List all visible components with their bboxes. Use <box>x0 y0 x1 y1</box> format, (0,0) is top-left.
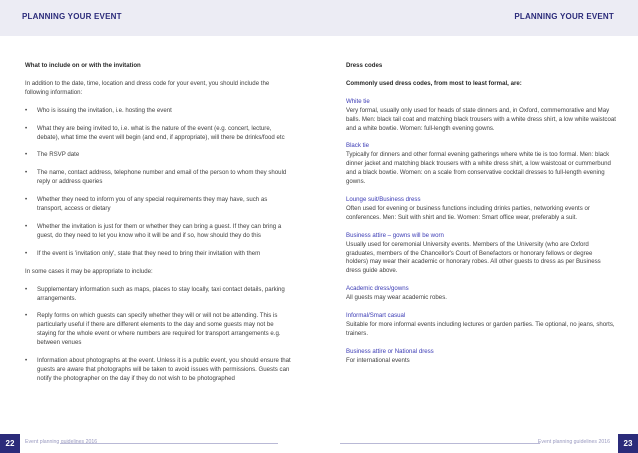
dress-code-black-tie <box>346 142 616 187</box>
page-footer <box>0 434 638 453</box>
list-item: • Who is issuing the invitation, i.e. hosting the event <box>25 107 293 116</box>
dress-code-academic <box>346 285 616 303</box>
invitation-heading: What to include on or with the invitation <box>25 62 141 69</box>
dress-code-text: Suitable for more informal events including lectures or garden parties. Tie optional, no jeans, shorts, trainers. <box>346 320 615 337</box>
dress-code-text: Typically for dinners and other formal evening gatherings where white tie is too formal. Men: black dinner jacket and matching black trousers with a white dress shirt, a low waistcoat or cummerbund and a black bowtie. Women: on a scale from conservative cocktail dresses to full-length evening gowns. <box>346 151 611 186</box>
dress-code-text: Usually used for ceremonial University events. Members of the University (who are Oxford graduates, members of the Chancellor's Court of Benefactors or honorary fellows or degree holders) may wear their academic or honorary robes. All other guests to dress as per Business dress guide above. <box>346 240 601 275</box>
left-page-number: 22 <box>0 434 20 453</box>
cases-intro: In some cases it may be appropriate to include: <box>25 267 153 275</box>
dress-code-white-tie <box>346 98 616 134</box>
list-item: • The name, contact address, telephone number and email of the person to whom they should reply or address queries <box>25 169 293 187</box>
left-footer-rule <box>60 443 278 444</box>
invitation-intro: In addition to the date, time, location and dress code for your event, you should include the following information: <box>25 79 270 96</box>
dress-code-informal <box>346 312 616 339</box>
left-page-header-title: PLANNING YOUR EVENT <box>22 12 122 21</box>
list-item: • What they are being invited to, i.e. what is the nature of the event (e.g. concert, lecture, debate), what time the event will begin (and end, if appropriate), will there be drinks/food etc <box>25 125 293 143</box>
list-item: • The RSVP date <box>25 151 293 160</box>
right-column <box>346 62 616 375</box>
dress-code-text: For international events <box>346 356 410 364</box>
dress-code-label: Lounge suit/Business dress <box>346 195 421 203</box>
list-item: • Reply forms on which guests can specify whether they will or will not be attending. This is particularly useful if there are different elements to the day and some guests may not be staying for the whole event or where numbers are required for transport arrangements e.g. between venues <box>25 312 293 348</box>
right-footer-text: Event planning guidelines 2016 <box>537 439 610 445</box>
list-item: • Whether they need to inform you of any special requirements they may have, such as transport, access or dietary <box>25 196 293 214</box>
left-footer-text: Event planning guidelines 2016 <box>25 439 98 445</box>
dress-codes-subheading: Commonly used dress codes, from most to least formal, are: <box>346 79 522 87</box>
right-page-header-title: PLANNING YOUR EVENT <box>514 12 614 21</box>
dress-code-label: Academic dress/gowns <box>346 285 409 293</box>
dress-code-lounge-suit <box>346 196 616 223</box>
dress-code-national <box>346 348 616 366</box>
dress-code-label: Business attire – gowns will be worn <box>346 231 444 239</box>
dress-code-text: Often used for evening or business functions including drinks parties, networking events or conferences. Men: Suit with shirt and tie. Women: Smart office wear, preferably a suit. <box>346 204 590 221</box>
cases-bullet-list <box>25 286 293 384</box>
dress-code-label: Business attire or National dress <box>346 347 434 355</box>
page-header <box>0 0 638 36</box>
dress-code-business-gowns <box>346 232 616 277</box>
dress-code-label: Informal/Smart casual <box>346 312 406 320</box>
list-item: • If the event is 'invitation only', state that they need to bring their invitation with them <box>25 250 293 259</box>
dress-code-text: Very formal, usually only used for heads of state dinners and, in Oxford, commemorative and May balls. Men: black tail coat and matching black trousers with a white dress shirt, a low white waistcoat and a white bowtie. Women: full-length evening gowns. <box>346 106 616 132</box>
dress-code-label: White tie <box>346 97 370 105</box>
invitation-bullet-list <box>25 107 293 259</box>
left-column <box>25 62 293 393</box>
dress-codes-heading: Dress codes <box>346 62 383 69</box>
right-page-number: 23 <box>618 434 638 453</box>
right-footer-rule <box>340 443 540 444</box>
list-item: • Information about photographs at the event. Unless it is a public event, you should ensure that guests are aware that photographs will be taken to avoid issues with permissions. Guests can notify the photographer on the day if they do not wish to be photographed <box>25 357 293 384</box>
dress-code-label: Black tie <box>346 142 370 150</box>
list-item: • Whether the invitation is just for them or whether they can bring a guest. If they can bring a guest, do they need to let you know who it will be and if so, how should they do this <box>25 223 293 241</box>
list-item: • Supplementary information such as maps, places to stay locally, taxi contact details, parking arrangements. <box>25 286 293 304</box>
dress-code-text: All guests may wear academic robes. <box>346 294 447 302</box>
